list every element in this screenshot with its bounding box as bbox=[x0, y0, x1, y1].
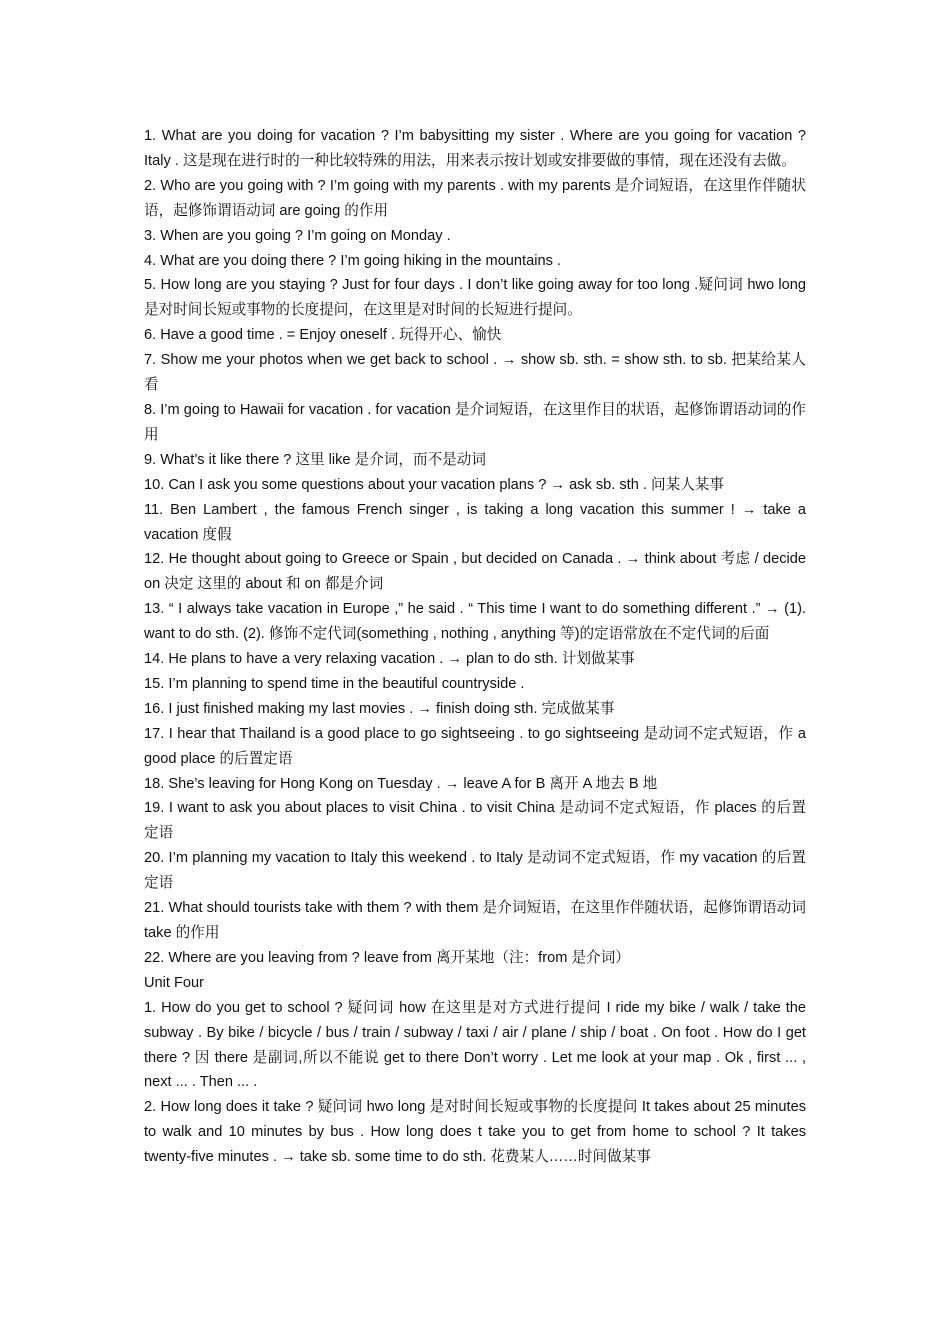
paragraph-17: 17. I hear that Thailand is a good place to go sightseeing . to go sightseeing 是动词不定式短语，作 a good place 的后置定语 bbox=[144, 725, 806, 767]
paragraph-22: 22. Where are you leaving from ? leave from 离开某地（注：from 是介词） bbox=[144, 949, 630, 966]
paragraph-3: 3. When are you going ? I’m going on Monday . bbox=[144, 227, 451, 244]
paragraph-16: 16. I just finished making my last movies . → finish doing sth. 完成做某事 bbox=[144, 700, 615, 717]
paragraph-unit4-1: 1. How do you get to school ? 疑问词 how 在这里是对方式进行提问 I ride my bike / walk / take the subway . By bike / bicycle / bus / train / subway / taxi / air / plane / ship / boat . On foot . How do I get there ? 因 there 是副词,所以不能说 get to there Don’t worry . Let me look at your map . Ok , first ... , next ... . Then ... . bbox=[144, 999, 806, 1091]
paragraph-4: 4. What are you doing there ? I’m going hiking in the mountains . bbox=[144, 252, 561, 269]
paragraph-19: 19. I want to ask you about places to visit China . to visit China 是动词不定式短语，作 places 的后置定语 bbox=[144, 800, 806, 842]
paragraph-8: 8. I’m going to Hawaii for vacation . for vacation 是介词短语，在这里作目的状语，起修饰谓语动词的作用 bbox=[144, 401, 806, 443]
paragraph-15: 15. I’m planning to spend time in the beautiful countryside . bbox=[144, 675, 525, 692]
paragraph-7: 7. Show me your photos when we get back to school . → show sb. sth. = show sth. to sb. 把某给某人看 bbox=[144, 352, 806, 394]
paragraph-21: 21. What should tourists take with them ? with them 是介词短语，在这里作伴随状语，起修饰谓语动词 take 的作用 bbox=[144, 900, 806, 941]
unit-heading: Unit Four bbox=[144, 974, 205, 991]
paragraph-1: 1. What are you doing for vacation ? I’m babysitting my sister . Where are you going for vacation ? Italy . 这是现在进行时的一种比较特殊的用法，用来表示按计划或安排要做的事情，现在还没有去做。 bbox=[144, 128, 806, 169]
paragraph-10: 10. Can I ask you some questions about your vacation plans ? → ask sb. sth . 问某人某事 bbox=[144, 476, 724, 493]
paragraph-5: 5. How long are you staying ? Just for four days . I don’t like going away for too long .疑问词 hwo long 是对时间长短或事物的长度提问，在这里是对时间的长短进行提问。 bbox=[144, 277, 806, 319]
paragraph-2: 2. Who are you going with ? I’m going with my parents . with my parents 是介词短语，在这里作伴随状语，起修饰谓语动词 are going 的作用 bbox=[144, 177, 806, 219]
paragraph-13: 13. “ I always take vacation in Europe ,” he said . “ This time I want to do something different .” → (1). want to do sth. (2). 修饰不定代词(something , nothing , anything 等)的定语常放在不定代词的后面 bbox=[144, 601, 806, 643]
paragraph-11: 11. Ben Lambert , the famous French singer , is taking a long vacation this summer ! → take a vacation 度假 bbox=[144, 501, 806, 543]
document-page bbox=[144, 124, 806, 1170]
paragraph-12: 12. He thought about going to Greece or Spain , but decided on Canada . → think about 考虑 / decide on 决定 这里的 about 和 on 都是介词 bbox=[144, 551, 806, 593]
paragraph-unit4-2: 2. How long does it take ? 疑问词 hwo long 是对时间长短或事物的长度提问 It takes about 25 minutes to walk and 10 minutes by bus . How long does t take you to get from home to school ? It takes twenty-five minutes . → take sb. some time to do sth. 花费某人……时间做某事 bbox=[144, 1099, 806, 1166]
paragraph-20: 20. I’m planning my vacation to Italy this weekend . to Italy 是动词不定式短语，作 my vacation 的后置定语 bbox=[144, 850, 806, 892]
paragraph-6: 6. Have a good time . = Enjoy oneself . 玩得开心、愉快 bbox=[144, 327, 502, 344]
paragraph-9: 9. What’s it like there ? 这里 like 是介词，而不是动词 bbox=[144, 451, 486, 468]
paragraph-18: 18. She’s leaving for Hong Kong on Tuesday . → leave A for B 离开 A 地去 B 地 bbox=[144, 775, 658, 792]
paragraph-14: 14. He plans to have a very relaxing vacation . → plan to do sth. 计划做某事 bbox=[144, 651, 635, 668]
